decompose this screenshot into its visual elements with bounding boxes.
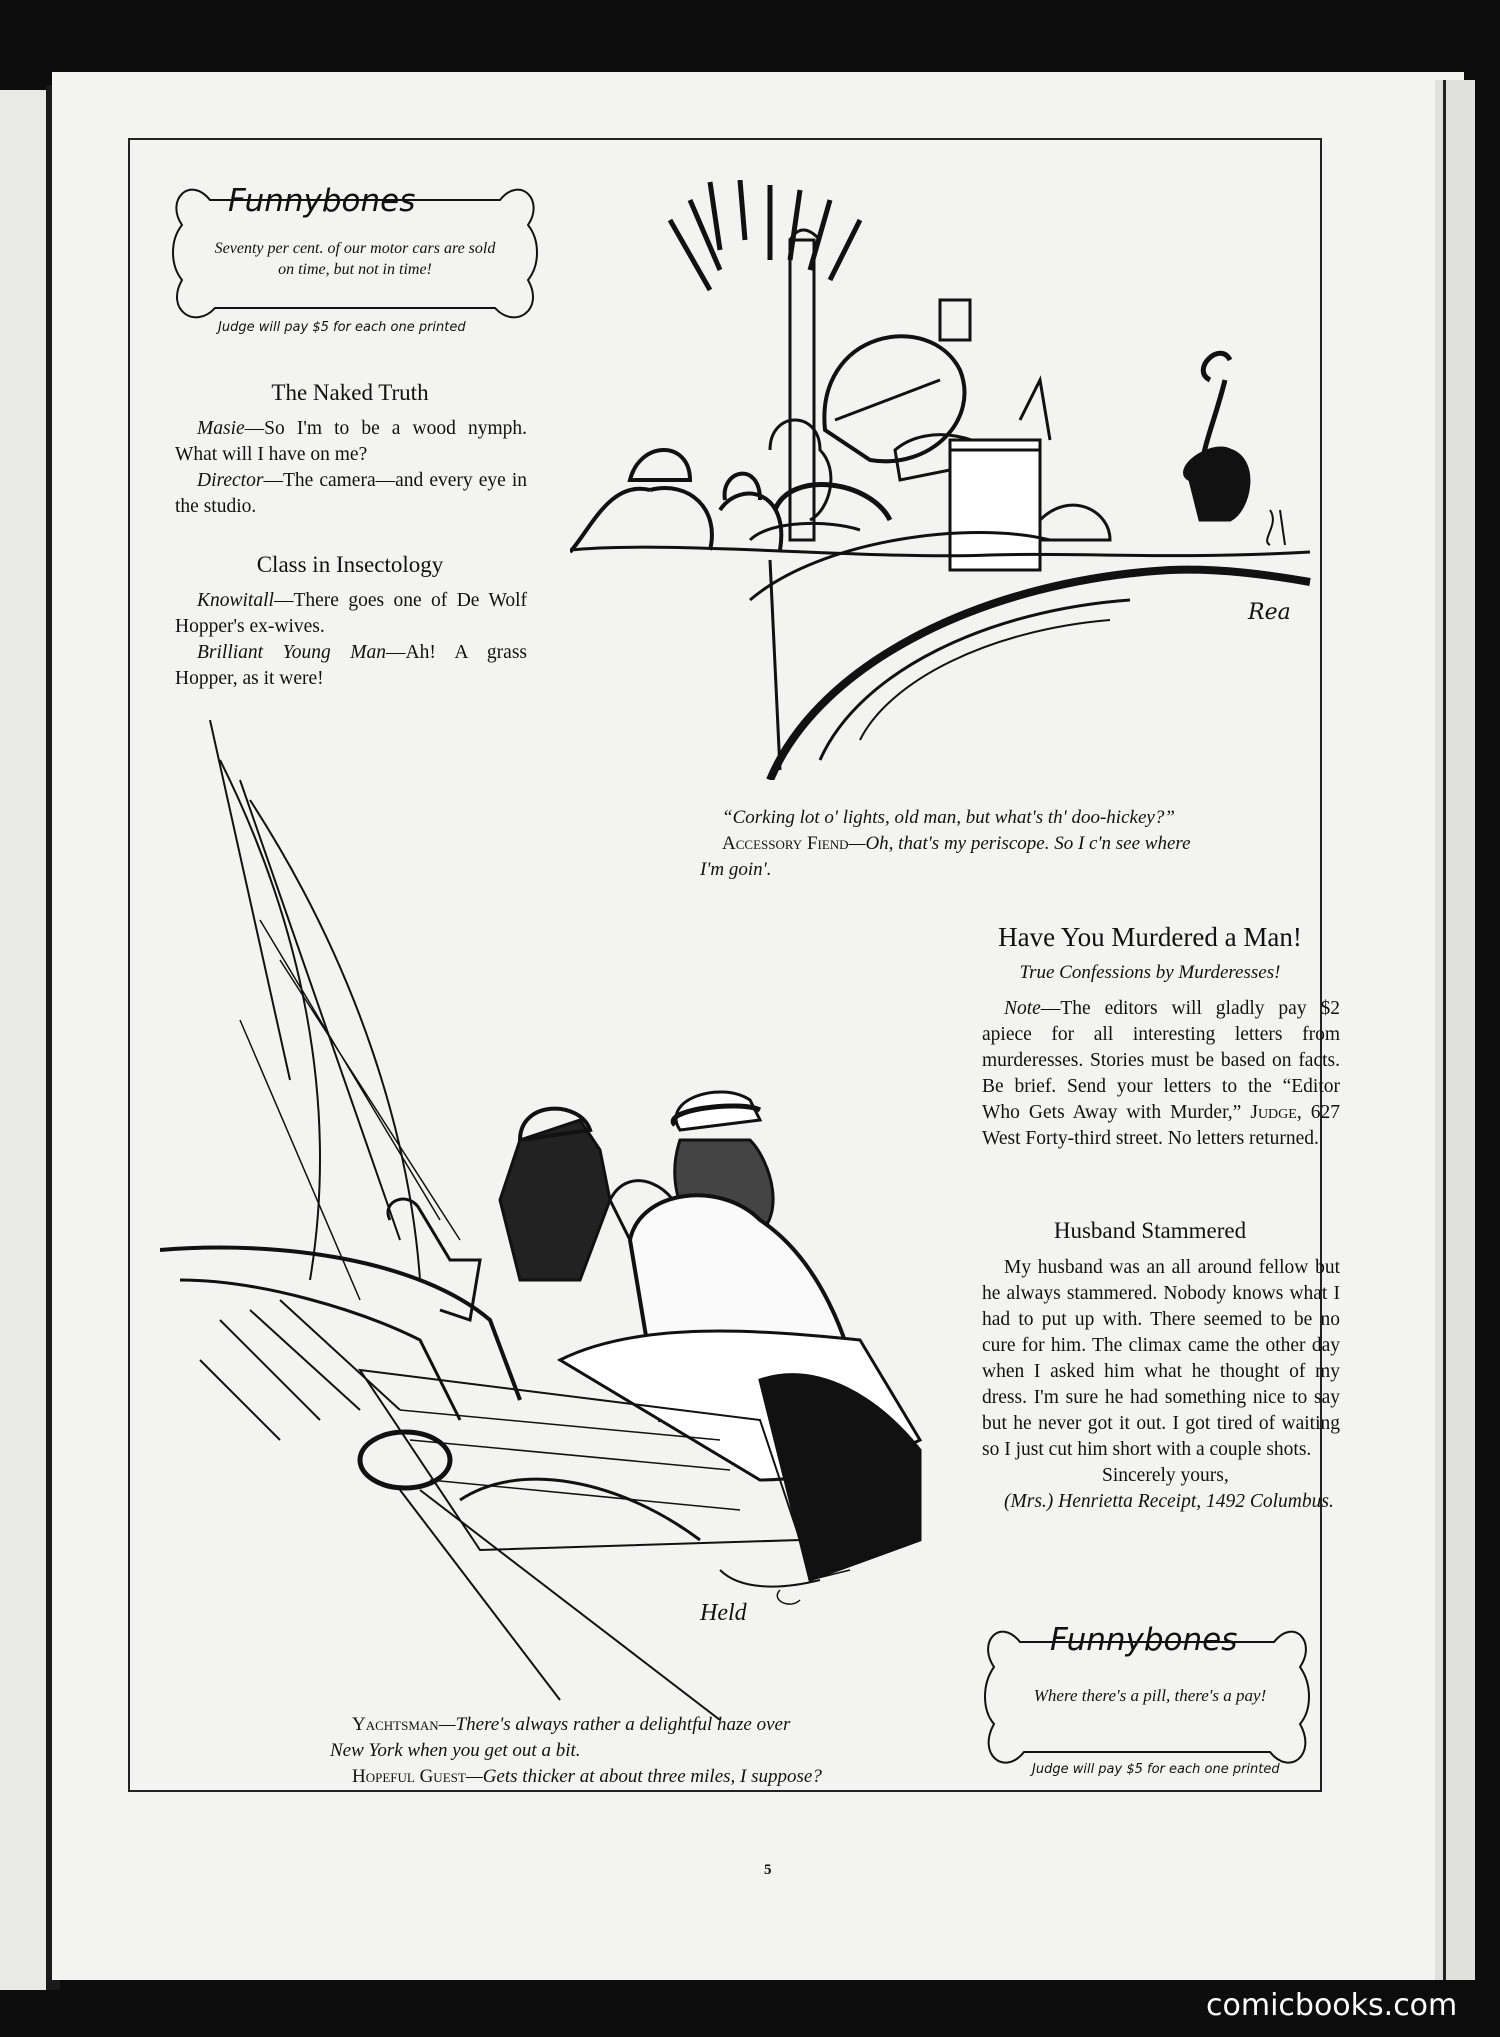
murdered-subheading: True Confessions by Murderesses! — [1019, 962, 1281, 983]
accessory-fiend-speaker: Accessory Fiend — [722, 833, 849, 854]
funnybones-title-top: Funnybones — [228, 183, 416, 219]
note-text: —The editors will gladly pay $2 apiece for all interesting letters from murderesses. Stories must be based on facts. Be brief. Send your letters to the “Editor Who Gets Away with Murder,” — [982, 998, 1340, 1123]
funnybones-text-bottom: Where there's a pill, there's a pay! — [1033, 1686, 1267, 1705]
funnybones-title-bottom: Funnybones — [1050, 1622, 1238, 1658]
director-line: —The camera—and every eye in the studio. — [175, 470, 527, 517]
knowitall-speaker: Knowitall — [197, 590, 274, 611]
right-page-edge — [1435, 80, 1475, 1980]
husband-closing: Sincerely yours, — [1102, 1465, 1229, 1486]
judge-label: Judge — [1250, 1102, 1297, 1123]
yacht-cartoon-illustration — [160, 720, 960, 1720]
page-number: 5 — [764, 1862, 772, 1878]
yacht-caption — [330, 1712, 822, 1790]
artist-signature-bottom: Held — [700, 1600, 747, 1626]
naked-truth-heading: The Naked Truth — [271, 380, 429, 405]
insectology-body — [175, 588, 527, 692]
artist-signature-top: Rea — [1248, 600, 1291, 625]
husband-text: My husband was an all around fellow but he always stammered. Nobody knows what I had to put up with. There seemed to be no cure for him. The climax came the other day when I asked him what he thought of my dress. I'm sure he had something nice to say but he never got it out. I got tired of waiting so I just cut him short with a couple shots. — [982, 1257, 1340, 1460]
site-watermark: comicbooks.com — [1206, 1988, 1458, 2023]
naked-truth-body — [175, 416, 527, 520]
director-speaker: Director — [197, 470, 264, 491]
husband-heading: Husband Stammered — [1053, 1218, 1247, 1243]
husband-signature-prefix: (Mrs.) — [1004, 1491, 1059, 1512]
funnybones-text-top: Seventy per cent. of our motor cars are sold on time, but not in time! — [214, 240, 496, 278]
funnybones-footer-top: Judge will pay $5 for each one printed — [218, 320, 466, 335]
murdered-note — [982, 996, 1340, 1152]
yachtsman-line: —There's always rather a delightful haze over New York when you get out a bit. — [330, 1714, 791, 1761]
masie-line: —So I'm to be a wood nymph. What will I have on me? — [175, 418, 527, 465]
knowitall-line: —There goes one of De Wolf Hopper's ex-wives. — [175, 590, 527, 637]
hopeful-guest-line: —Gets thicker at about three miles, I suppose? — [465, 1766, 822, 1787]
car-caption-quote: “Corking lot o' lights, old man, but what's th' doo-hickey?” — [722, 807, 1175, 828]
note-tail: , 627 West Forty-third street. No letters returned. — [982, 1102, 1340, 1149]
funnybones-footer-bottom: Judge will pay $5 for each one printed — [1032, 1762, 1280, 1777]
husband-signature: Henrietta Receipt, 1492 Columbus. — [1058, 1491, 1334, 1512]
note-label: Note — [1004, 998, 1041, 1019]
young-man-line: —Ah! A grass Hopper, as it were! — [175, 642, 527, 689]
yachtsman-speaker: Yachtsman — [352, 1714, 439, 1735]
insectology-heading: Class in Insectology — [256, 552, 444, 577]
murdered-heading: Have You Murdered a Man! — [998, 922, 1302, 952]
hopeful-guest-speaker: Hopeful Guest — [352, 1766, 466, 1787]
young-man-speaker: Brilliant Young Man — [197, 642, 387, 663]
husband-body — [982, 1255, 1340, 1515]
car-cartoon-illustration — [570, 180, 1330, 780]
masie-speaker: Masie — [197, 418, 245, 439]
accessory-fiend-reply: —Oh, that's my periscope. So I c'n see where I'm goin'. — [700, 833, 1191, 880]
